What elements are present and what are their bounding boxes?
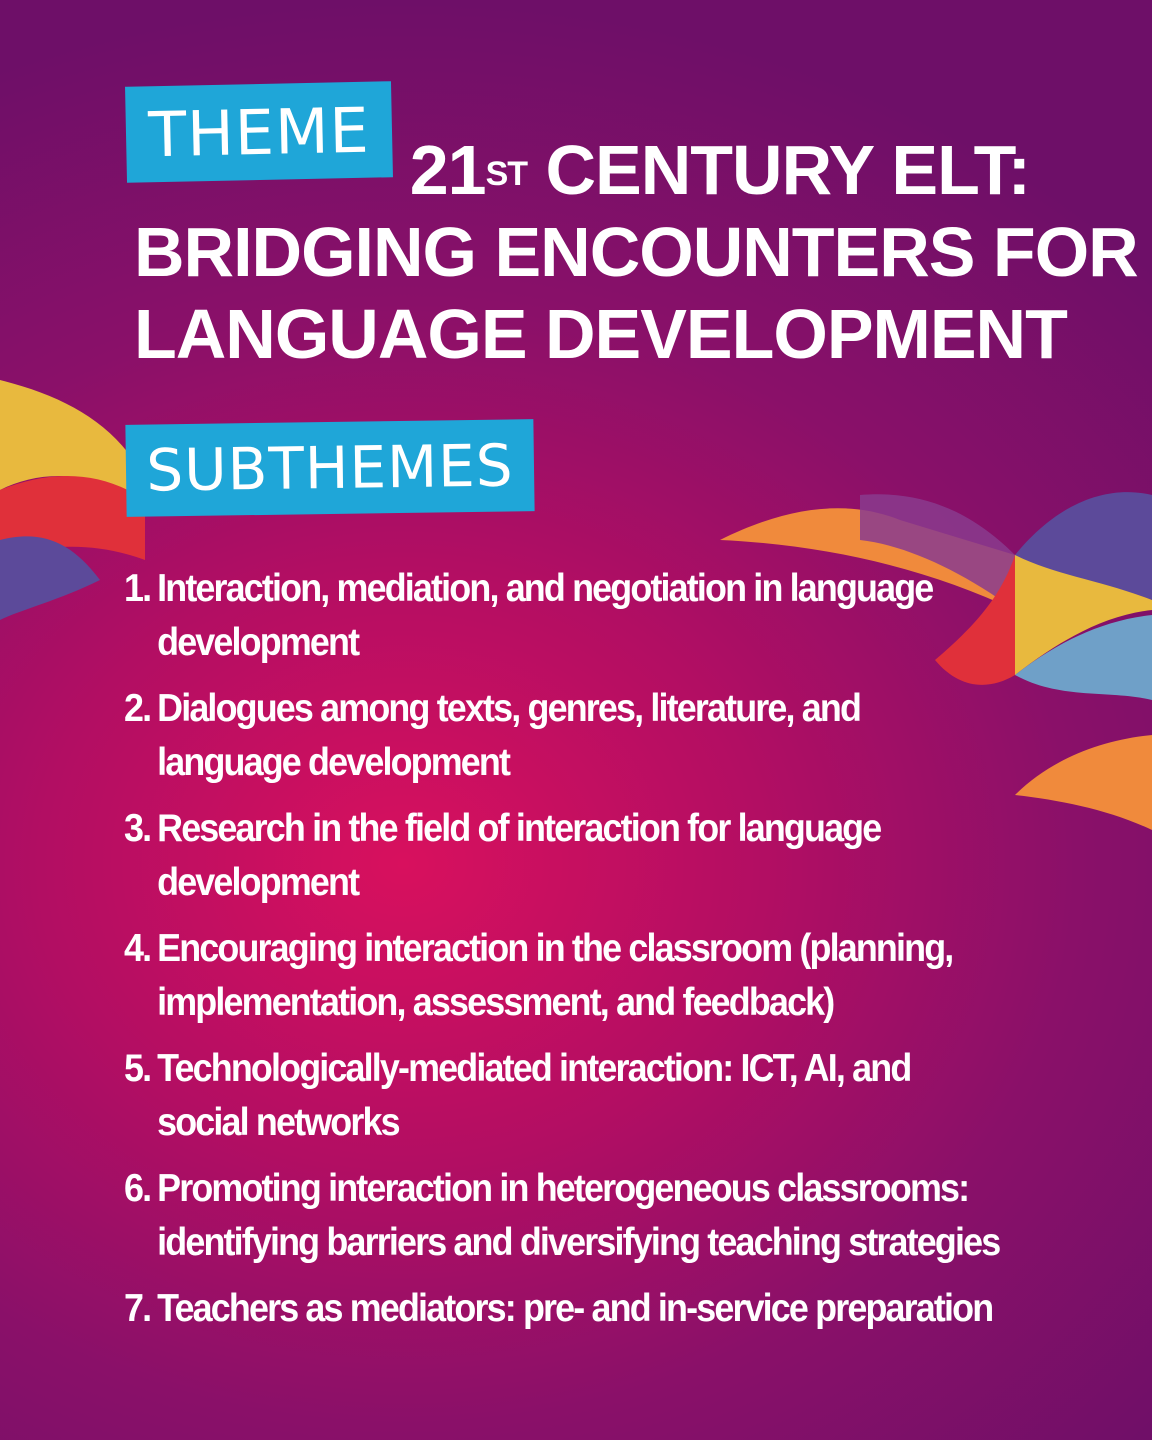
list-item-number: 6. bbox=[124, 1167, 151, 1210]
list-item bbox=[124, 682, 1007, 790]
list-item bbox=[124, 1042, 1007, 1150]
list-item bbox=[124, 1162, 1007, 1270]
list-item-number: 1. bbox=[124, 567, 151, 610]
list-item-text: Research in the field of interaction for language development bbox=[157, 807, 881, 904]
list-item-text: Teachers as mediators: pre- and in-service preparation bbox=[157, 1287, 993, 1330]
list-item-number: 5. bbox=[124, 1047, 151, 1090]
list-item-number: 3. bbox=[124, 807, 151, 850]
left-wave-purple bbox=[0, 536, 100, 620]
title-number: 21 bbox=[409, 131, 486, 209]
title-superscript: ST bbox=[485, 155, 528, 193]
theme-tag bbox=[125, 81, 393, 183]
list-item-number: 7. bbox=[124, 1287, 151, 1330]
theme-tag-label: THEME bbox=[147, 93, 371, 171]
list-item bbox=[124, 1282, 1007, 1336]
list-item-text: Promoting interaction in heterogeneous classrooms: identifying barriers and diversifying teaching strategies bbox=[157, 1167, 1000, 1264]
title-line-1-rest: CENTURY ELT: bbox=[527, 131, 1030, 209]
title-line-1 bbox=[410, 128, 1030, 212]
list-item-text: Interaction, mediation, and negotiation in language development bbox=[157, 567, 933, 664]
subthemes-tag bbox=[125, 419, 534, 517]
title-line-2: BRIDGING ENCOUNTERS FOR bbox=[134, 213, 1138, 291]
title-line-3: LANGUAGE DEVELOPMENT bbox=[134, 295, 1067, 373]
subthemes-tag-label: SUBTHEMES bbox=[145, 431, 515, 505]
subthemes-list bbox=[124, 562, 1084, 1348]
list-item-number: 4. bbox=[124, 927, 151, 970]
list-item-text: Technologically-mediated interaction: ICT, AI, and social networks bbox=[157, 1047, 911, 1144]
list-item bbox=[124, 802, 1007, 910]
list-item-text: Encouraging interaction in the classroom (planning, implementation, assessment, and feedback) bbox=[157, 927, 953, 1024]
list-item-text: Dialogues among texts, genres, literature, and language development bbox=[157, 687, 861, 784]
list-item-number: 2. bbox=[124, 687, 151, 730]
list-item bbox=[124, 922, 1007, 1030]
list-item bbox=[124, 562, 1007, 670]
